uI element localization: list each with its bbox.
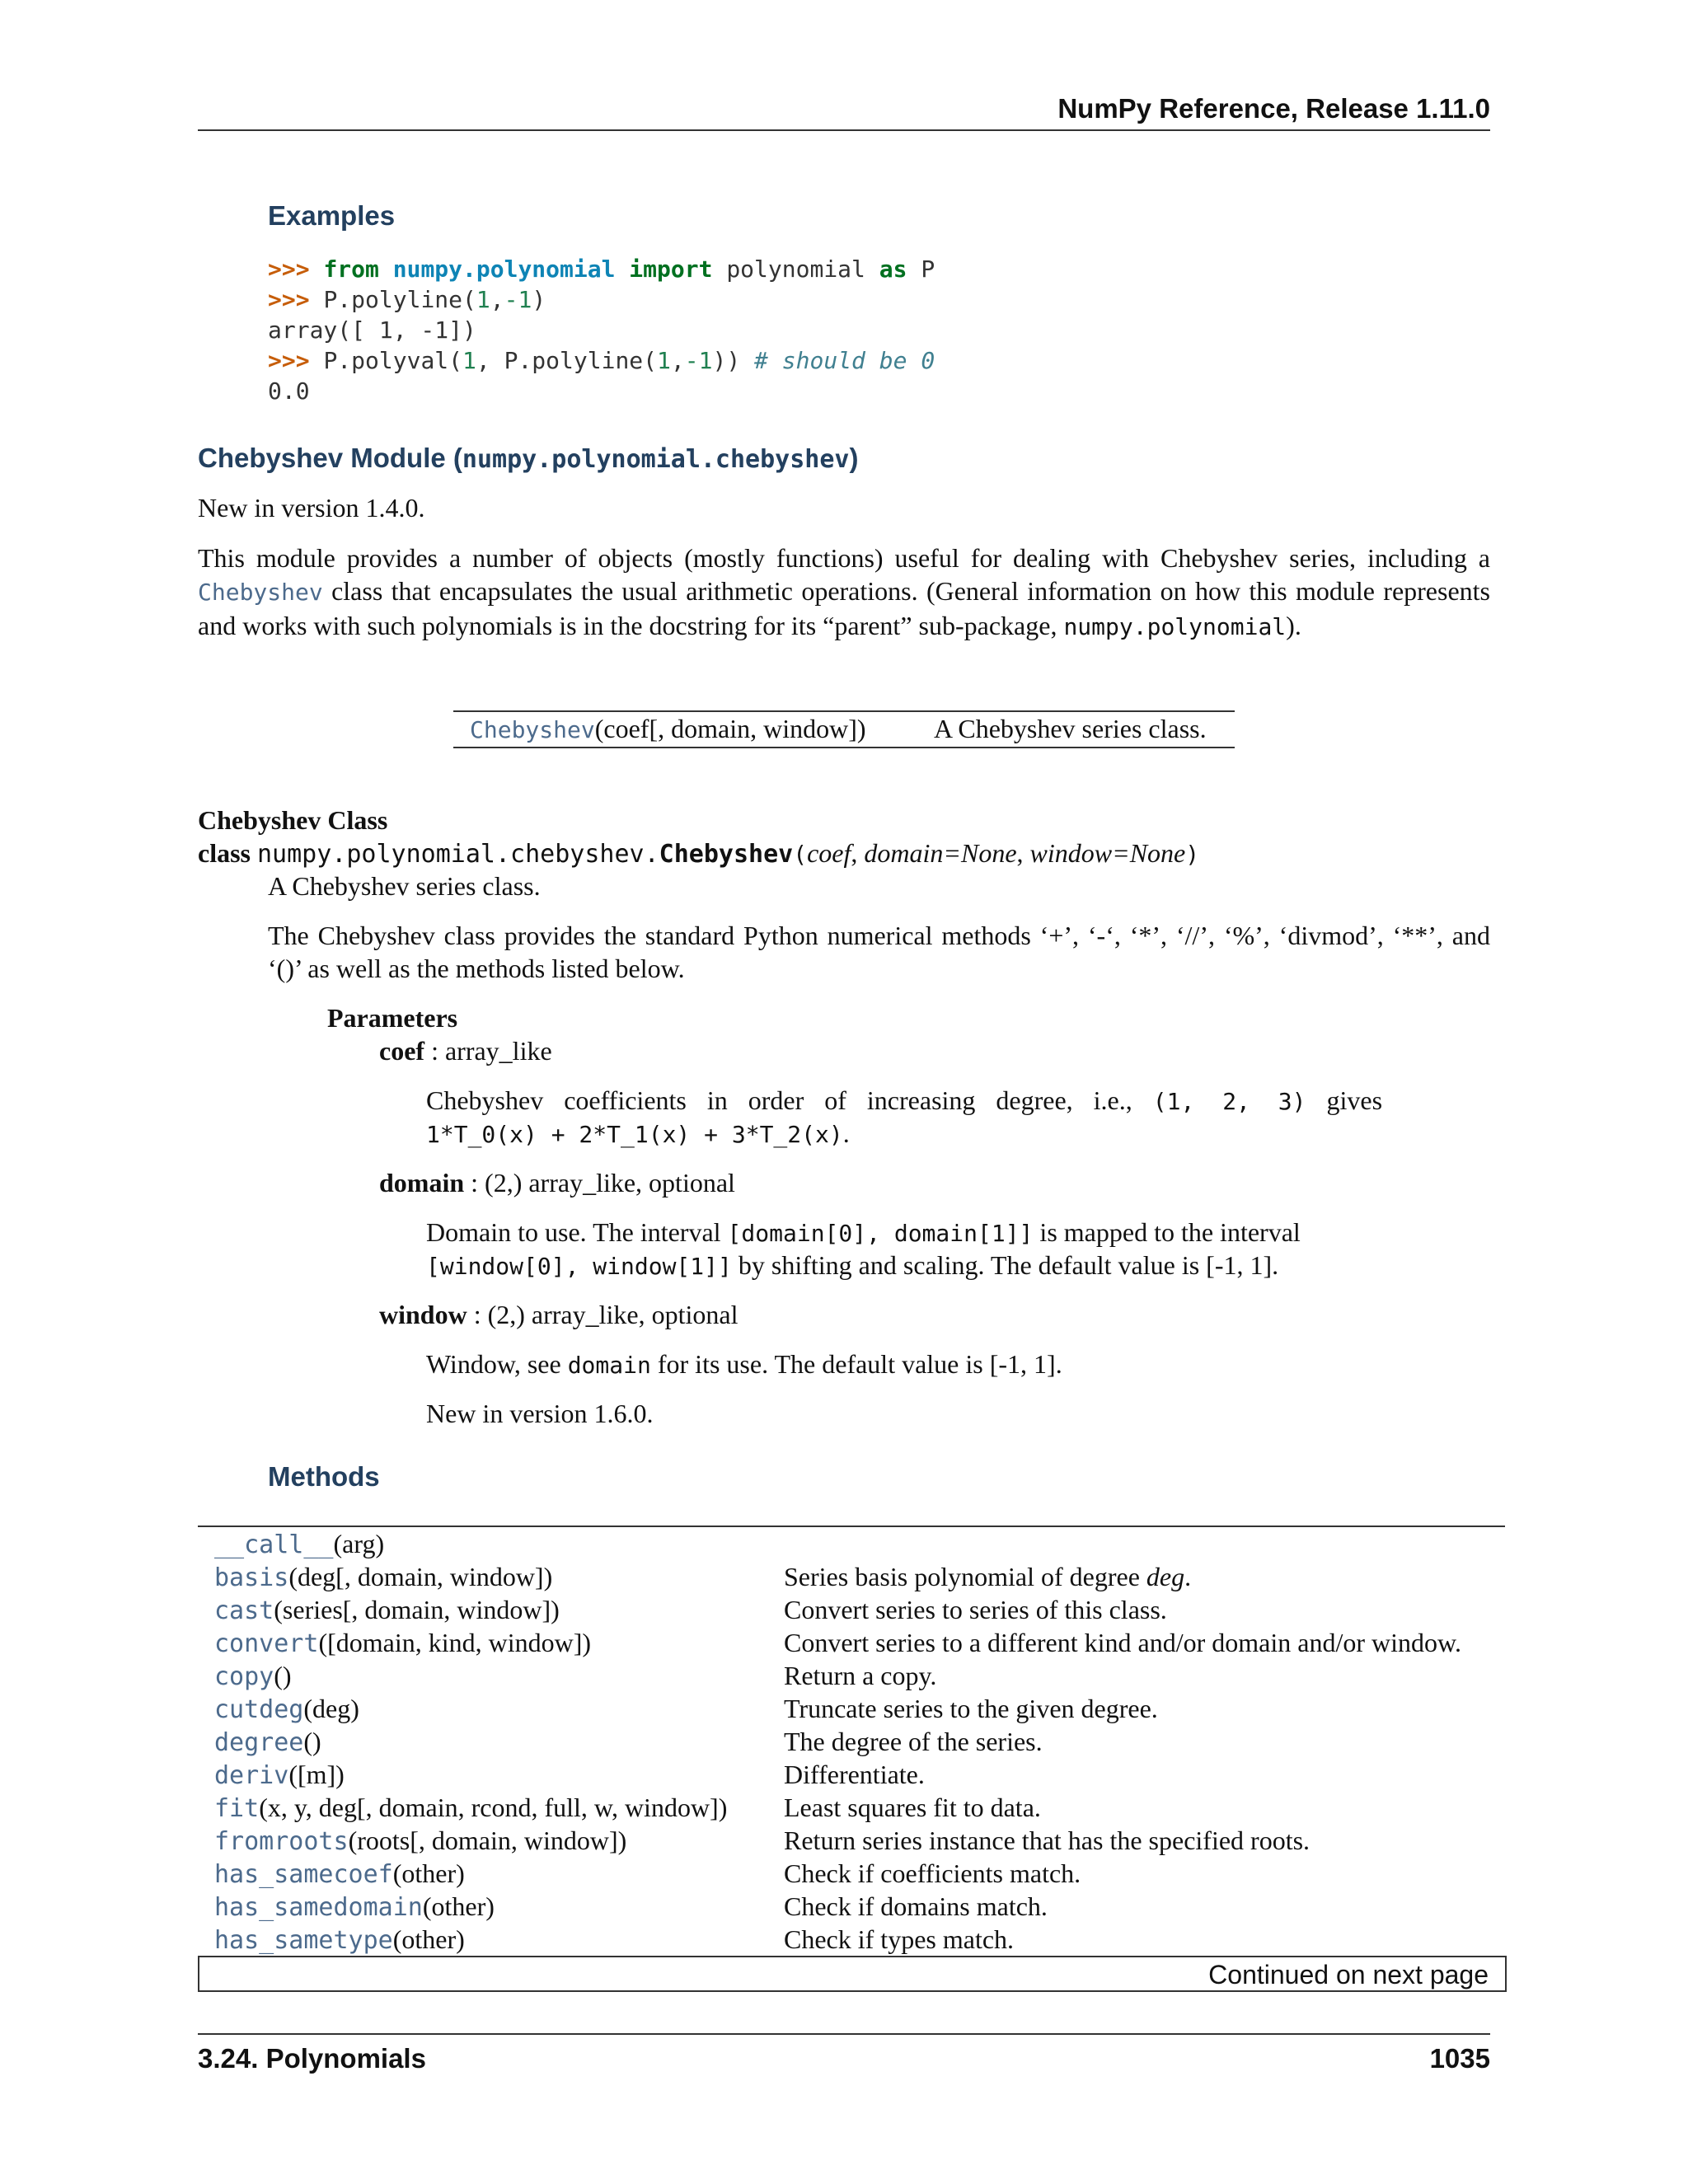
param-domain-desc-1: Domain to use. The interval — [426, 1217, 721, 1247]
code-token: numpy.polynomial — [392, 255, 616, 283]
summary-args: (coef[, domain, window]) — [594, 714, 866, 743]
method-row — [198, 1659, 1505, 1692]
method-description — [784, 1824, 1310, 1857]
param-domain-desc-2: is mapped to the interval — [1039, 1217, 1301, 1247]
module-description — [198, 541, 1490, 644]
code-token: 1 — [657, 347, 671, 374]
method-args: () — [274, 1661, 292, 1690]
method-description — [784, 1593, 1167, 1626]
code-line — [268, 376, 935, 406]
method-row — [198, 1791, 1505, 1824]
method-args: (series[, domain, window]) — [274, 1595, 560, 1624]
method-args: (x, y, deg[, domain, rcond, full, w, window]) — [259, 1793, 728, 1822]
method-description — [784, 1725, 1043, 1758]
param-coef-title — [379, 1034, 552, 1067]
method-args: ([m]) — [288, 1760, 345, 1789]
method-desc-text: Convert series to a different kind and/or domain and/or window. — [784, 1628, 1462, 1657]
method-desc-text: Least squares fit to data. — [784, 1793, 1041, 1822]
module-title-suffix: ) — [849, 443, 859, 473]
code-line — [268, 345, 935, 376]
method-signature — [214, 1692, 359, 1727]
param-domain-desc-line2 — [426, 1249, 1278, 1283]
method-row — [198, 1527, 1505, 1560]
method-description — [784, 1890, 1048, 1923]
param-window-title — [379, 1298, 738, 1331]
param-domain-code-1: [domain[0], domain[1]] — [727, 1220, 1034, 1247]
param-coef-desc-line2 — [426, 1117, 850, 1151]
param-coef-type: : array_like — [424, 1036, 552, 1066]
method-args: (other) — [392, 1924, 465, 1954]
method-link[interactable]: has_sametype — [214, 1926, 393, 1955]
method-desc-text: Truncate series to the given degree. — [784, 1694, 1158, 1723]
method-signature — [214, 1626, 591, 1661]
code-token: )) — [712, 347, 755, 374]
class-long-description: The Chebyshev class provides the standard Python numerical methods ‘+’, ‘-‘, ‘*’, ‘//’, ‘%’, ‘divmod’, ‘**’, and ‘()’ as well as the methods listed below. — [268, 921, 1490, 983]
method-link[interactable]: copy — [214, 1662, 274, 1691]
module-title-prefix: Chebyshev Module ( — [198, 443, 462, 473]
method-description — [784, 1692, 1158, 1725]
method-row — [198, 1725, 1505, 1758]
method-desc-text: Check if coefficients match. — [784, 1858, 1081, 1888]
method-desc-text: Return series instance that has the specified roots. — [784, 1825, 1311, 1855]
summary-chebyshev-link[interactable]: Chebyshev — [470, 716, 595, 743]
method-row — [198, 1560, 1505, 1593]
code-token: >>> — [268, 347, 324, 374]
method-row — [198, 1824, 1505, 1857]
method-args: (deg[, domain, window]) — [288, 1562, 553, 1591]
method-desc-text: The degree of the series. — [784, 1727, 1043, 1756]
code-token: P.polyline( — [323, 286, 476, 313]
param-window-type: : (2,) array_like, optional — [467, 1300, 738, 1329]
method-row — [198, 1626, 1505, 1659]
footer-rule — [198, 2033, 1490, 2035]
method-desc-text: Check if types match. — [784, 1924, 1015, 1954]
method-link[interactable]: basis — [214, 1563, 289, 1592]
continued-label: Continued on next page — [1208, 1960, 1489, 1990]
code-token: # should be 0 — [754, 347, 935, 374]
param-domain-desc-3: by shifting and scaling. The default value is [-1, 1]. — [738, 1250, 1279, 1280]
param-coef-code-2: 1*T_0(x) + 2*T_1(x) + 3*T_2(x) — [426, 1121, 843, 1148]
method-args: ([domain, kind, window]) — [318, 1628, 592, 1657]
method-row — [198, 1593, 1505, 1626]
method-args: (deg) — [303, 1694, 359, 1723]
method-signature — [214, 1824, 626, 1858]
footer-page-number: 1035 — [1429, 2043, 1490, 2074]
module-desc-part1: This module provides a number of objects (mostly functions) useful for dealing with Chebyshev series, including a — [198, 543, 1490, 573]
method-signature — [214, 1560, 552, 1595]
header-rule — [198, 129, 1490, 131]
method-link[interactable]: cast — [214, 1596, 274, 1625]
module-title-code: numpy.polynomial.chebyshev — [462, 445, 850, 474]
method-description — [784, 1560, 1191, 1593]
code-token: >>> — [268, 286, 324, 313]
method-desc-text: Differentiate. — [784, 1760, 925, 1789]
method-link[interactable]: degree — [214, 1728, 304, 1757]
code-token: from — [323, 255, 393, 283]
class-path: numpy.polynomial.chebyshev. — [257, 840, 659, 869]
method-description — [784, 1791, 1041, 1824]
code-line — [268, 284, 935, 315]
code-line — [268, 254, 935, 284]
param-coef-code-1: (1, 2, 3) — [1152, 1088, 1306, 1115]
param-coef-desc-line1 — [426, 1084, 1382, 1118]
method-description — [784, 1659, 936, 1692]
method-signature — [214, 1923, 465, 1957]
class-open-paren: ( — [793, 841, 808, 868]
methods-heading: Methods — [268, 1461, 380, 1492]
module-title — [198, 442, 859, 476]
method-link[interactable]: __call__ — [214, 1530, 334, 1559]
summary-signature — [470, 712, 866, 747]
param-domain-desc-line1 — [426, 1216, 1301, 1250]
param-coef-desc-2: gives — [1326, 1085, 1383, 1115]
code-token: array([ 1, -1]) — [268, 316, 476, 344]
method-args: (other) — [422, 1891, 495, 1921]
code-token: -1 — [504, 286, 532, 313]
method-signature — [214, 1725, 321, 1760]
code-token: , P.polyline( — [476, 347, 658, 374]
code-token: P — [907, 255, 935, 283]
method-desc-text: Convert series to series of this class. — [784, 1595, 1167, 1624]
class-param-coef: coef — [807, 838, 851, 868]
param-window-name: window — [379, 1300, 467, 1329]
class-keyword: class — [198, 838, 251, 868]
chebyshev-link[interactable]: Chebyshev — [198, 579, 323, 606]
method-description — [784, 1923, 1014, 1956]
code-token: 0.0 — [268, 377, 310, 405]
method-args: () — [303, 1727, 321, 1756]
class-param-domain: domain=None — [864, 838, 1017, 868]
param-domain-title — [379, 1166, 735, 1199]
method-link[interactable]: has_samecoef — [214, 1860, 393, 1889]
code-token: 1 — [462, 347, 476, 374]
param-domain-code-2: [window[0], window[1]] — [426, 1253, 732, 1280]
methods-table — [198, 1526, 1505, 1956]
param-window-desc-1: Window, see — [426, 1349, 561, 1379]
code-token: P.polyval( — [323, 347, 463, 374]
param-window-desc — [426, 1347, 1062, 1382]
continued-box — [198, 1956, 1507, 1992]
method-args: (other) — [392, 1858, 465, 1888]
code-line — [268, 315, 935, 345]
method-description — [784, 1857, 1081, 1890]
class-heading: Chebyshev Class — [198, 805, 388, 835]
footer-section-title: 3.24. Polynomials — [198, 2043, 426, 2074]
method-desc-end: . — [1184, 1562, 1192, 1591]
method-args: (arg) — [333, 1529, 385, 1558]
method-description — [784, 1758, 925, 1791]
method-signature — [214, 1527, 384, 1562]
param-window-code: domain — [567, 1352, 651, 1379]
method-link[interactable]: fit — [214, 1794, 260, 1823]
method-row — [198, 1758, 1505, 1791]
method-row — [198, 1857, 1505, 1890]
code-token: as — [879, 255, 907, 283]
examples-code-block — [268, 254, 935, 406]
class-name: Chebyshev — [659, 840, 794, 869]
summary-description: A Chebyshev series class. — [934, 714, 1207, 743]
class-close-paren: ) — [1185, 841, 1200, 868]
method-args: (roots[, domain, window]) — [348, 1825, 627, 1855]
method-signature — [214, 1890, 495, 1924]
method-row — [198, 1692, 1505, 1725]
code-token: >>> — [268, 255, 324, 283]
method-signature — [214, 1593, 560, 1628]
method-desc-italic: deg — [1146, 1562, 1185, 1591]
method-link[interactable]: fromroots — [214, 1827, 349, 1856]
method-link[interactable]: convert — [214, 1629, 319, 1658]
param-window-desc-2: for its use. The default value is [-1, 1]. — [657, 1349, 1062, 1379]
running-header-title: NumPy Reference, Release 1.11.0 — [1057, 93, 1490, 124]
class-signature: class numpy.polynomial.chebyshev.Chebyshev(coef, domain=None, window=None) — [198, 838, 1200, 869]
summary-table — [453, 710, 1235, 748]
method-description — [784, 1626, 1461, 1659]
code-token: import — [615, 255, 727, 283]
class-param-window: window=None — [1029, 838, 1186, 868]
method-signature — [214, 1791, 727, 1825]
parameters-heading: Parameters — [327, 1003, 458, 1033]
module-desc-code: numpy.polynomial — [1063, 613, 1287, 640]
module-desc-part2: class that encapsulates the usual arithmetic operations. (General information on how this module represents and works with such polynomials is in the docstring for its “parent” sub-package, — [198, 576, 1491, 640]
method-signature — [214, 1857, 465, 1891]
param-domain-type: : (2,) array_like, optional — [464, 1168, 735, 1197]
method-desc-text: Check if domains match. — [784, 1891, 1048, 1921]
module-new-in: New in version 1.4.0. — [198, 493, 425, 523]
code-token: , — [490, 286, 504, 313]
param-window-new-in: New in version 1.6.0. — [426, 1399, 654, 1428]
method-row — [198, 1890, 1505, 1923]
code-token: polynomial — [726, 255, 879, 283]
method-link[interactable]: deriv — [214, 1761, 289, 1790]
method-link[interactable]: cutdeg — [214, 1695, 304, 1724]
method-signature — [214, 1659, 292, 1694]
method-row — [198, 1923, 1505, 1956]
code-token: , — [670, 347, 685, 374]
method-desc-text: Return a copy. — [784, 1661, 937, 1690]
param-domain-name: domain — [379, 1168, 465, 1197]
param-coef-desc-1: Chebyshev coefficients in order of increasing degree, i.e., — [426, 1085, 1132, 1115]
class-short-description: A Chebyshev series class. — [268, 871, 541, 901]
method-desc-text: Series basis polynomial of degree — [784, 1562, 1146, 1591]
param-coef-name: coef — [379, 1036, 425, 1066]
code-token: ) — [532, 286, 546, 313]
module-desc-part3: ). — [1286, 611, 1301, 640]
method-signature — [214, 1758, 345, 1793]
examples-heading: Examples — [268, 200, 396, 231]
code-token: -1 — [684, 347, 713, 374]
code-token: 1 — [476, 286, 490, 313]
param-coef-desc-3: . — [842, 1118, 850, 1148]
method-link[interactable]: has_samedomain — [214, 1893, 423, 1922]
